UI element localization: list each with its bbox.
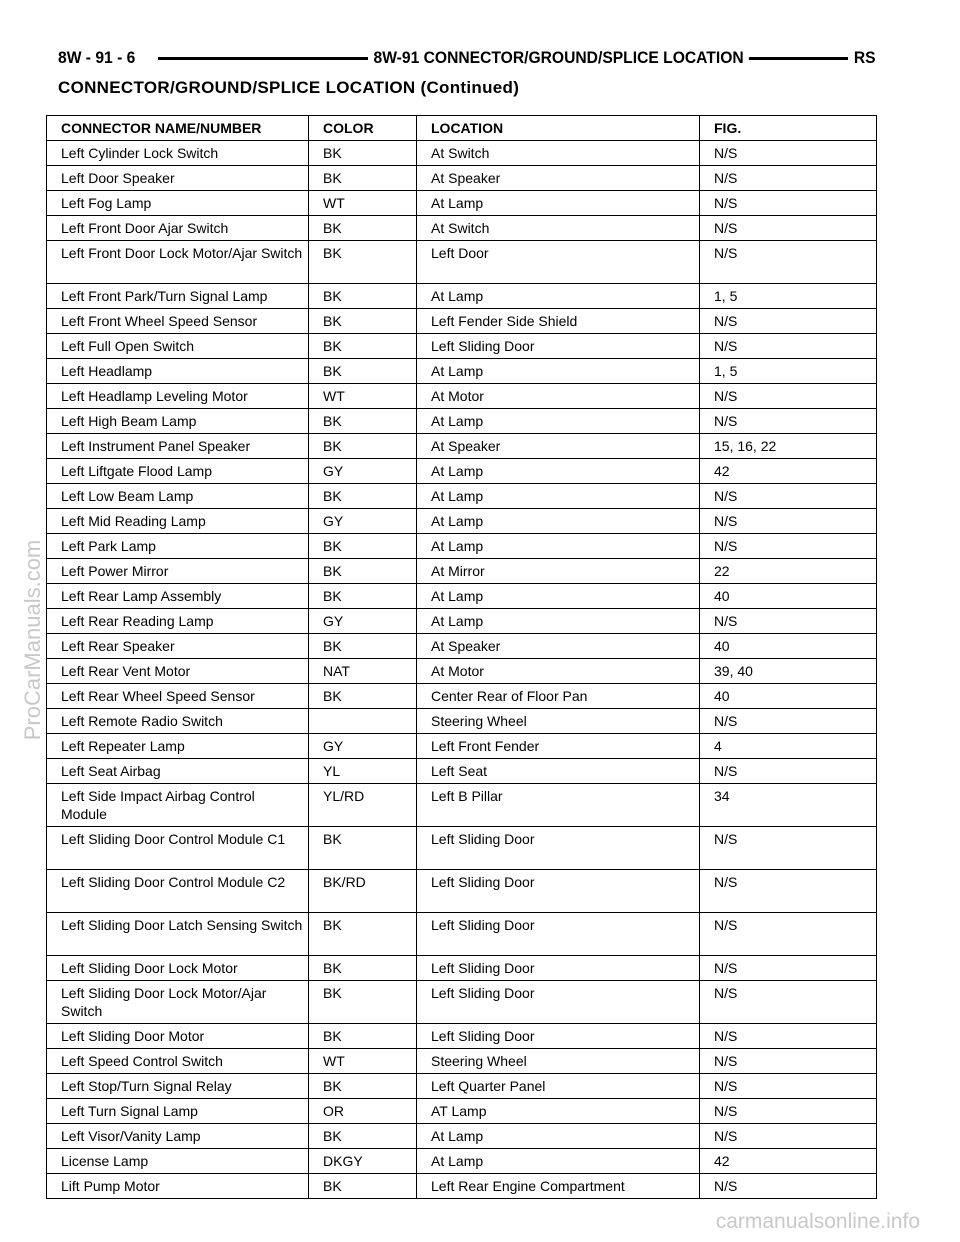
cell-name: Left Rear Wheel Speed Sensor [47, 684, 309, 709]
cell-color: BK [309, 359, 417, 384]
cell-color: BK [309, 434, 417, 459]
table-row [47, 1074, 877, 1099]
cell-name: Left Headlamp [47, 359, 309, 384]
cell-name: Left Sliding Door Control Module C2 [47, 870, 309, 913]
cell-location: At Lamp [417, 1149, 700, 1174]
table-row [47, 784, 877, 827]
table-row [47, 827, 877, 870]
cell-location: Left B Pillar [417, 784, 700, 827]
cell-name: Left Liftgate Flood Lamp [47, 459, 309, 484]
cell-name: Left Seat Airbag [47, 759, 309, 784]
cell-location: Steering Wheel [417, 709, 700, 734]
table-row [47, 981, 877, 1024]
table-row [47, 141, 877, 166]
table-row [47, 434, 877, 459]
table-row [47, 1124, 877, 1149]
table-row [47, 1024, 877, 1049]
column-header-color: COLOR [309, 116, 417, 141]
cell-color: BK [309, 559, 417, 584]
cell-location: Left Sliding Door [417, 334, 700, 359]
table-row [47, 659, 877, 684]
connector-location-table [46, 115, 877, 1199]
cell-location: At Lamp [417, 609, 700, 634]
cell-location: At Speaker [417, 434, 700, 459]
cell-color: BK [309, 913, 417, 956]
cell-fig: 1, 5 [700, 359, 877, 384]
cell-location: At Lamp [417, 191, 700, 216]
cell-color: WT [309, 191, 417, 216]
cell-fig: 4 [700, 734, 877, 759]
cell-fig: 22 [700, 559, 877, 584]
cell-fig: N/S [700, 241, 877, 284]
table-row [47, 509, 877, 534]
cell-fig: 39, 40 [700, 659, 877, 684]
cell-fig: 40 [700, 684, 877, 709]
table-row [47, 634, 877, 659]
cell-name: Left High Beam Lamp [47, 409, 309, 434]
cell-color: DKGY [309, 1149, 417, 1174]
cell-color: BK [309, 309, 417, 334]
cell-location: At Lamp [417, 534, 700, 559]
table-row [47, 559, 877, 584]
cell-location: At Motor [417, 659, 700, 684]
table-row [47, 870, 877, 913]
table-row [47, 734, 877, 759]
cell-location: Left Fender Side Shield [417, 309, 700, 334]
side-watermark [22, 430, 44, 850]
cell-color: WT [309, 1049, 417, 1074]
cell-fig: N/S [700, 309, 877, 334]
cell-color: WT [309, 384, 417, 409]
cell-color: BK [309, 1174, 417, 1199]
cell-name: Left Turn Signal Lamp [47, 1099, 309, 1124]
cell-fig: N/S [700, 141, 877, 166]
cell-fig: N/S [700, 1174, 877, 1199]
cell-color: GY [309, 509, 417, 534]
cell-fig: N/S [700, 409, 877, 434]
cell-location: AT Lamp [417, 1099, 700, 1124]
cell-color: GY [309, 609, 417, 634]
cell-color: OR [309, 1099, 417, 1124]
cell-name: Left Repeater Lamp [47, 734, 309, 759]
cell-name: Left Side Impact Airbag Control Module [47, 784, 309, 827]
cell-name: Left Instrument Panel Speaker [47, 434, 309, 459]
cell-fig: 40 [700, 634, 877, 659]
cell-location: At Lamp [417, 584, 700, 609]
cell-color: BK [309, 141, 417, 166]
cell-name: Left Park Lamp [47, 534, 309, 559]
page-number: 8W - 91 - 6 [58, 47, 141, 69]
table-row [47, 913, 877, 956]
table-row [47, 1099, 877, 1124]
cell-name: Left Sliding Door Lock Motor/Ajar Switch [47, 981, 309, 1024]
cell-fig: N/S [700, 709, 877, 734]
cell-location: Left Door [417, 241, 700, 284]
cell-fig: N/S [700, 484, 877, 509]
table-row [47, 534, 877, 559]
cell-name: Left Speed Control Switch [47, 1049, 309, 1074]
cell-color: BK [309, 956, 417, 981]
cell-location: Left Seat [417, 759, 700, 784]
cell-fig: N/S [700, 191, 877, 216]
cell-fig: N/S [700, 1074, 877, 1099]
cell-location: At Lamp [417, 409, 700, 434]
cell-name: Left Stop/Turn Signal Relay [47, 1074, 309, 1099]
model-code: RS [849, 47, 876, 69]
cell-fig: N/S [700, 384, 877, 409]
cell-color: NAT [309, 659, 417, 684]
cell-name: Left Low Beam Lamp [47, 484, 309, 509]
cell-name: Left Sliding Door Control Module C1 [47, 827, 309, 870]
cell-color: BK [309, 1024, 417, 1049]
cell-fig: N/S [700, 1024, 877, 1049]
side-watermark-text: ProCarManuals.com [20, 539, 45, 741]
cell-color: YL/RD [309, 784, 417, 827]
cell-location: Left Sliding Door [417, 870, 700, 913]
cell-name: Left Front Door Lock Motor/Ajar Switch [47, 241, 309, 284]
cell-location: Center Rear of Floor Pan [417, 684, 700, 709]
cell-location: At Speaker [417, 634, 700, 659]
table-row [47, 609, 877, 634]
cell-fig: N/S [700, 216, 877, 241]
cell-location: Left Sliding Door [417, 981, 700, 1024]
cell-fig: 34 [700, 784, 877, 827]
cell-location: Left Sliding Door [417, 913, 700, 956]
page-subtitle: CONNECTOR/GROUND/SPLICE LOCATION (Continued) [58, 78, 520, 97]
cell-color: BK [309, 684, 417, 709]
cell-location: Left Quarter Panel [417, 1074, 700, 1099]
table-row [47, 484, 877, 509]
cell-fig: N/S [700, 981, 877, 1024]
cell-name: Left Front Door Ajar Switch [47, 216, 309, 241]
page-header [58, 47, 876, 69]
cell-fig: 1, 5 [700, 284, 877, 309]
cell-fig: N/S [700, 609, 877, 634]
cell-color: BK [309, 584, 417, 609]
column-header-fig: FIG. [700, 116, 877, 141]
cell-name: Left Rear Speaker [47, 634, 309, 659]
cell-color: BK [309, 534, 417, 559]
table-row [47, 1149, 877, 1174]
cell-location: At Switch [417, 216, 700, 241]
header-rule-right [748, 57, 848, 60]
cell-name: Left Front Park/Turn Signal Lamp [47, 284, 309, 309]
table-row [47, 1049, 877, 1074]
cell-location: At Switch [417, 141, 700, 166]
cell-location: Left Sliding Door [417, 1024, 700, 1049]
cell-fig: N/S [700, 1049, 877, 1074]
cell-color: BK [309, 1124, 417, 1149]
cell-name: Left Power Mirror [47, 559, 309, 584]
cell-fig: 42 [700, 1149, 877, 1174]
header-rule-left [158, 57, 373, 60]
table-row [47, 191, 877, 216]
table-row [47, 284, 877, 309]
bottom-watermark: carmanualsonline.info [715, 1210, 920, 1233]
cell-name: License Lamp [47, 1149, 309, 1174]
cell-location: Left Front Fender [417, 734, 700, 759]
cell-name: Left Mid Reading Lamp [47, 509, 309, 534]
cell-location: At Mirror [417, 559, 700, 584]
cell-color: BK [309, 166, 417, 191]
cell-fig: N/S [700, 913, 877, 956]
cell-fig: N/S [700, 166, 877, 191]
cell-fig: N/S [700, 509, 877, 534]
cell-location: At Lamp [417, 284, 700, 309]
cell-name: Left Front Wheel Speed Sensor [47, 309, 309, 334]
cell-location: At Lamp [417, 1124, 700, 1149]
cell-location: At Lamp [417, 509, 700, 534]
cell-color: BK [309, 981, 417, 1024]
table-row [47, 759, 877, 784]
cell-color: BK [309, 827, 417, 870]
cell-fig: N/S [700, 534, 877, 559]
cell-fig: N/S [700, 334, 877, 359]
table-row [47, 1174, 877, 1199]
cell-location: At Lamp [417, 359, 700, 384]
cell-name: Left Visor/Vanity Lamp [47, 1124, 309, 1149]
cell-color: BK [309, 409, 417, 434]
cell-name: Left Cylinder Lock Switch [47, 141, 309, 166]
table-row [47, 241, 877, 284]
cell-fig: N/S [700, 759, 877, 784]
cell-name: Left Rear Reading Lamp [47, 609, 309, 634]
cell-color [309, 709, 417, 734]
cell-location: Left Sliding Door [417, 956, 700, 981]
table-row [47, 956, 877, 981]
cell-fig: N/S [700, 956, 877, 981]
cell-name: Left Headlamp Leveling Motor [47, 384, 309, 409]
cell-fig: 42 [700, 459, 877, 484]
table-header-row [47, 116, 877, 141]
cell-color: BK [309, 216, 417, 241]
table-row [47, 334, 877, 359]
table-row [47, 459, 877, 484]
cell-name: Left Full Open Switch [47, 334, 309, 359]
cell-location: Steering Wheel [417, 1049, 700, 1074]
cell-color: BK [309, 284, 417, 309]
cell-fig: N/S [700, 827, 877, 870]
cell-location: At Motor [417, 384, 700, 409]
cell-color: BK [309, 334, 417, 359]
cell-color: GY [309, 459, 417, 484]
cell-fig: N/S [700, 1099, 877, 1124]
cell-fig: 40 [700, 584, 877, 609]
cell-location: Left Sliding Door [417, 827, 700, 870]
cell-color: BK [309, 484, 417, 509]
table-row [47, 684, 877, 709]
cell-name: Left Sliding Door Latch Sensing Switch [47, 913, 309, 956]
table-row [47, 384, 877, 409]
cell-color: BK [309, 634, 417, 659]
table-row [47, 584, 877, 609]
table-row [47, 166, 877, 191]
cell-name: Left Door Speaker [47, 166, 309, 191]
table-row [47, 709, 877, 734]
cell-location: At Speaker [417, 166, 700, 191]
table-row [47, 309, 877, 334]
cell-location: At Lamp [417, 459, 700, 484]
cell-name: Left Sliding Door Lock Motor [47, 956, 309, 981]
cell-color: BK [309, 1074, 417, 1099]
cell-name: Lift Pump Motor [47, 1174, 309, 1199]
cell-fig: N/S [700, 1124, 877, 1149]
column-header-name: CONNECTOR NAME/NUMBER [47, 116, 309, 141]
cell-color: YL [309, 759, 417, 784]
cell-name: Left Fog Lamp [47, 191, 309, 216]
table-row [47, 359, 877, 384]
cell-name: Left Remote Radio Switch [47, 709, 309, 734]
cell-color: BK/RD [309, 870, 417, 913]
cell-name: Left Sliding Door Motor [47, 1024, 309, 1049]
cell-color: BK [309, 241, 417, 284]
cell-name: Left Rear Vent Motor [47, 659, 309, 684]
table-row [47, 409, 877, 434]
cell-fig: 15, 16, 22 [700, 434, 877, 459]
cell-color: GY [309, 734, 417, 759]
column-header-location: LOCATION [417, 116, 700, 141]
cell-location: Left Rear Engine Compartment [417, 1174, 700, 1199]
cell-name: Left Rear Lamp Assembly [47, 584, 309, 609]
cell-location: At Lamp [417, 484, 700, 509]
cell-fig: N/S [700, 870, 877, 913]
section-title: 8W-91 CONNECTOR/GROUND/SPLICE LOCATION [368, 47, 749, 69]
table-row [47, 216, 877, 241]
